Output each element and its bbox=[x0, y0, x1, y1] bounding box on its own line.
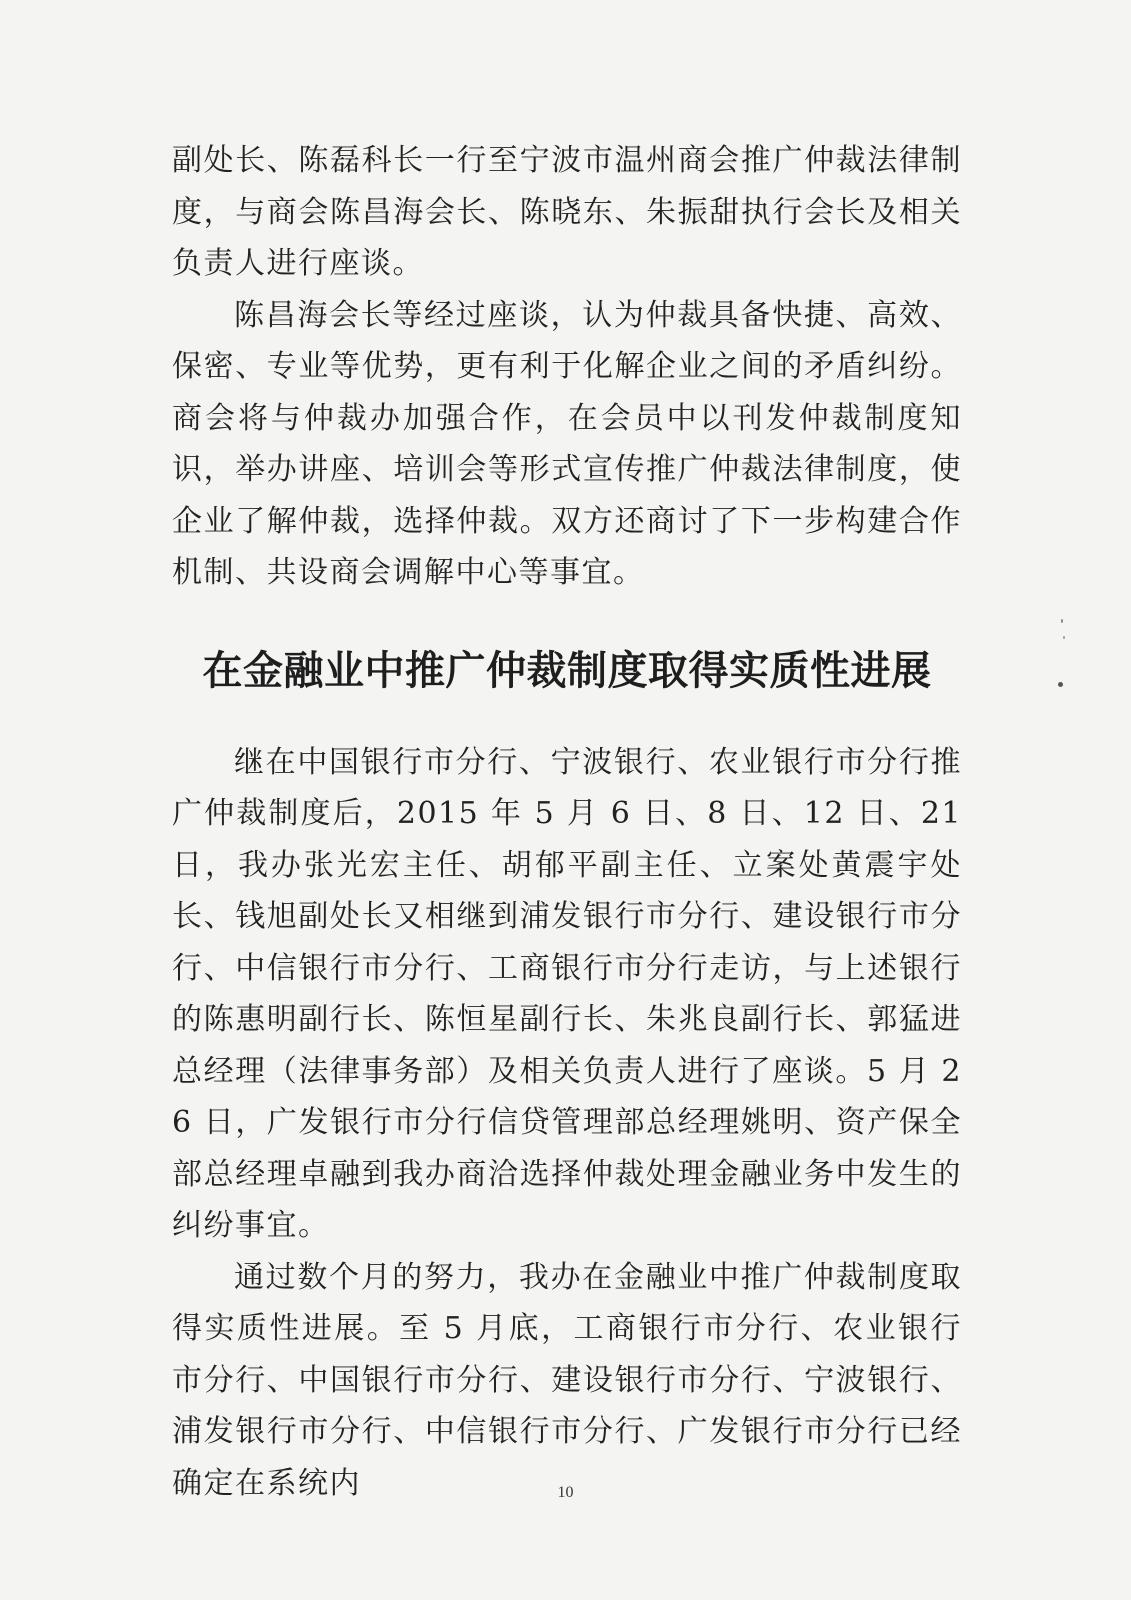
scan-speck bbox=[1061, 619, 1063, 623]
document-body bbox=[172, 135, 962, 1509]
paragraph-1: 副处长、陈磊科长一行至宁波市温州商会推广仲裁法律制度，与商会陈昌海会长、陈晓东、朱振甜执行会长及相关负责人进行座谈。 bbox=[172, 143, 962, 281]
scan-speck bbox=[1063, 636, 1065, 639]
paragraph-2: 陈昌海会长等经过座谈，认为仲裁具备快捷、高效、保密、专业等优势，更有利于化解企业之间的矛盾纠纷。商会将与仲裁办加强合作，在会员中以刊发仲裁制度知识，举办讲座、培训会等形式宣传推广仲裁法律制度，使企业了解仲裁，选择仲裁。双方还商讨了下一步构建合作机制、共设商会调解中心等事宜。 bbox=[172, 297, 962, 590]
paragraph-3: 继在中国银行市分行、宁波银行、农业银行市分行推广仲裁制度后，2015 年 5 月 6 日、8 日、12 日、21 日，我办张光宏主任、胡郁平副主任、立案处黄震宇处长、钱旭副处长又相继到浦发银行市分行、建设银行市分行、中信银行市分行、工商银行市分行走访，与上述银行的陈惠明副行长、陈恒星副行长、朱兆良副行长、郭猛进总经理（法律事务部）及相关负责人进行了座谈。5 月 26 日，广发银行市分行信贷管理部总经理姚明、资产保全部总经理卓融到我办商洽选择仲裁处理金融业务中发生的纠纷事宜。 bbox=[172, 744, 962, 1243]
paragraph-4: 通过数个月的努力，我办在金融业中推广仲裁制度取得实质性进展。至 5 月底，工商银行市分行、农业银行市分行、中国银行市分行、建设银行市分行、宁波银行、浦发银行市分行、中信银行市分行、广发银行市分行已经确定在系统内 bbox=[172, 1259, 962, 1501]
page-number: 10 bbox=[557, 1484, 574, 1501]
scan-speck bbox=[1058, 682, 1063, 687]
section-heading: 在金融业中推广仲裁制度取得实质性进展 bbox=[202, 647, 932, 694]
